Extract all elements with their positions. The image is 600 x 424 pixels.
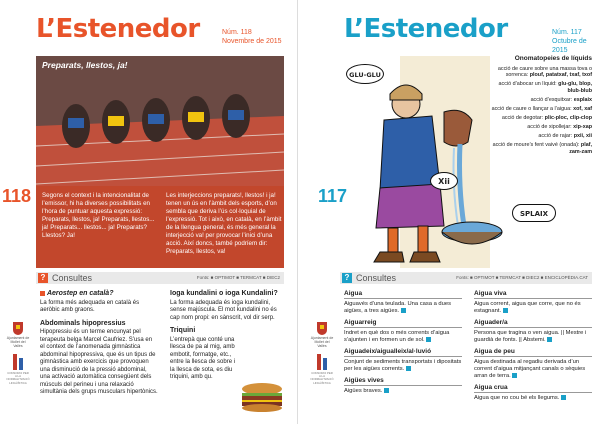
- consultes-col-1: [40, 290, 158, 402]
- issue-118-page: [0, 0, 298, 424]
- glossary-def: Persona que tragina o ven aigua. || Mestre i guardià de fonts. || Abstemi.: [474, 330, 587, 344]
- consultes-sources: Fonts: ■ OPTIMOT ■ TERMCAT ■ DIEC2 ■ ENCICLOPÈDIA.CAT: [456, 275, 588, 280]
- shield-icon: [13, 322, 23, 335]
- consultes-col-2: [170, 290, 284, 387]
- source-icon: [384, 388, 389, 393]
- consultes-bar: [36, 272, 284, 284]
- source-icon: [512, 373, 517, 378]
- question-1-body: La forma més adequada en català és aeròbic amb graons.: [40, 299, 140, 313]
- bullet-icon: [40, 291, 45, 296]
- glossary-def: Aiguavés d’una teulada. Una casa a dues aigües, a tres aigües.: [344, 301, 451, 315]
- masthead: L’Estenedor: [36, 14, 200, 44]
- source-icon: [401, 308, 406, 313]
- question-4-title: Triquini: [170, 327, 196, 334]
- question-3-body: La forma adequada és ioga kundalini, sense majúscula. El mot kundalini no és cap nom propi: en sànscrit, vol dir serp.: [170, 299, 277, 321]
- cpnl-logo-text: CONSORCI PER A LA NORMALITZACIÓ LINGÜÍSTICA: [6, 371, 30, 385]
- glossary-term: Aigua de peu: [474, 348, 592, 357]
- glossary-col-1: [344, 290, 462, 399]
- consultes-title: Consultes: [356, 273, 397, 283]
- city-logo: [6, 322, 30, 385]
- glossary-def: Aigua que no cou bé els llegums.: [474, 395, 592, 402]
- glossary-term: Aiguadeix/aigualleix/al·luvió: [344, 348, 462, 357]
- onomatopoeia-list: [486, 56, 592, 158]
- city-logo-text: Ajuntament de Mollet del Vallès: [6, 336, 30, 348]
- issue-number: Núm. 117: [552, 29, 582, 36]
- glossary-def: Conjunt de sediments transportats i dipositats per les aigües corrents.: [344, 359, 462, 373]
- sprinters-photo: [36, 56, 284, 186]
- glossary-def: Aigües braves.: [344, 388, 462, 395]
- masthead: L’Estenedor: [344, 14, 508, 44]
- source-icon: [406, 366, 411, 371]
- speech-bubble: Xii: [430, 172, 458, 190]
- onomatopoeia-item: acció de rajar: pxii, xii: [538, 133, 592, 140]
- hero-col-1: Segons el context i la intencionalitat de l’emissor, hi ha diverses possibilitats en l’hora de puntuar aquesta expressió: Preparats, llestos, ja! Preparats, llestos... ja! Preparats... llestos... ja! Preparats? Llestos? Ja!: [42, 192, 155, 239]
- question-2-body: Hipopressiu és un terme encunyat pel terapeuta belga Marcel Caufriez. S’usa en el context de l’anomenada gimnàstica abdominal hipopressiva, que és un tipus de gimnàstica amb exercicis que provoquen una disminució de la pressió abdominal, una activació automàtica consegüent dels músculs del perineu i una relaxació simultània dels grups musculars hipertònics.: [40, 329, 158, 395]
- source-icon: [561, 395, 566, 400]
- glossary-term: Aigua viva: [474, 290, 592, 299]
- hero-col-2: Les interjeccions preparats!, llestos! i ja! tenen un ús en l’àmbit dels esports, d’on sembla que deriva l’ús col·loquial de l’expressió. Tot i això, en català, en l’àmbit de la llengua general, és més general la interjecció va! per provocar l’inici d’una acció. Així doncs, també podríem dir: Preparats, llestos, va!: [166, 192, 282, 255]
- onomatopoeia-item: acció d’abocar un líquid: glu-glu, blop, blub-blub: [498, 81, 592, 94]
- consultes-bar: [340, 272, 592, 284]
- question-3-title: Ioga kundalini o ioga Kundalini?: [170, 290, 278, 297]
- consultes-sources: Fonts: ■ OPTIMOT ■ TERMCAT ■ DIEC2: [196, 275, 280, 280]
- consultes-title: Consultes: [52, 273, 93, 283]
- question-2-title: Abdominals hipopressius: [40, 319, 126, 327]
- glossary-term: Aigua: [344, 290, 462, 299]
- glossary-col-2: [474, 290, 592, 406]
- speech-bubble: SPLAIX: [512, 204, 556, 222]
- glossary-def: Aigua destinada al regadiu derivada d’un corrent d’aigua mitjançant canals o sèquies arran de terra.: [474, 359, 586, 380]
- side-number: 117: [318, 186, 348, 206]
- onomatopoeia-title: Onomatopeies de líquids: [514, 55, 592, 62]
- glossary-term: Aigua crua: [474, 384, 592, 393]
- hero-caption: Preparats, llestos, ja!: [42, 60, 128, 70]
- question-icon: ?: [38, 273, 48, 283]
- glossary-term: Aigües vives: [344, 377, 462, 386]
- cpnl-logo-icon: [314, 352, 330, 372]
- cpnl-logo-text: CONSORCI PER A LA NORMALITZACIÓ LINGÜÍSTICA: [310, 371, 334, 385]
- cpnl-logo-icon: [10, 352, 26, 372]
- issue-info: [222, 28, 282, 46]
- shield-icon: [317, 322, 327, 335]
- onomatopoeia-item: acció de xipollejar: xip-xap: [527, 124, 592, 131]
- onomatopoeia-item: acció de moure’s fent vaivé (onada): plaf, zam-zam: [492, 142, 592, 156]
- glossary-term: Aiguader/a: [474, 319, 592, 328]
- onomatopoeia-item: acció de caure o llançar a l’aigua: xof, xaf: [491, 106, 592, 113]
- side-number: 118: [2, 186, 32, 206]
- hero-panel: [36, 56, 284, 268]
- glossary-def: Indret en què dos o més corrents d’aigua s’ajunten i en formen un de sol.: [344, 330, 450, 344]
- question-4-body: L’entrepà que conté una llesca de pa al mig, amb embotit, formatge, etc., entre la llesca de sobre i la llesca de sota, es diu triquini, amb qu.: [170, 336, 236, 380]
- source-icon: [503, 308, 508, 313]
- issue-info: [552, 28, 600, 55]
- onomatopoeia-item: acció de caure sobre una massa tova o sorrenca: plouf, patatxaf, txaf, txof: [497, 65, 592, 79]
- onomatopoeia-item: acció de degotar: plic-ploc, clip-clop: [501, 115, 592, 122]
- onomatopoeia-item: acció d’esquitxar: esplaix: [530, 96, 592, 103]
- issue-date: Octubre de 2015: [552, 38, 587, 54]
- glossary-term: Aiguarreig: [344, 319, 462, 328]
- sandwich-image: [240, 382, 284, 412]
- glossary-def: Aigua corrent, aigua que corre, que no és estagnant.: [474, 301, 581, 315]
- issue-number: Núm. 118: [222, 29, 252, 36]
- city-logo-text: Ajuntament de Mollet del Vallès: [310, 336, 334, 348]
- issue-date: Novembre de 2015: [222, 38, 282, 45]
- question-icon: ?: [342, 273, 352, 283]
- city-logo: [310, 322, 334, 385]
- source-icon: [547, 337, 552, 342]
- source-icon: [426, 337, 431, 342]
- question-1-title: Aerostep en català?: [40, 290, 158, 298]
- speech-bubble: GLU-GLU: [346, 64, 384, 84]
